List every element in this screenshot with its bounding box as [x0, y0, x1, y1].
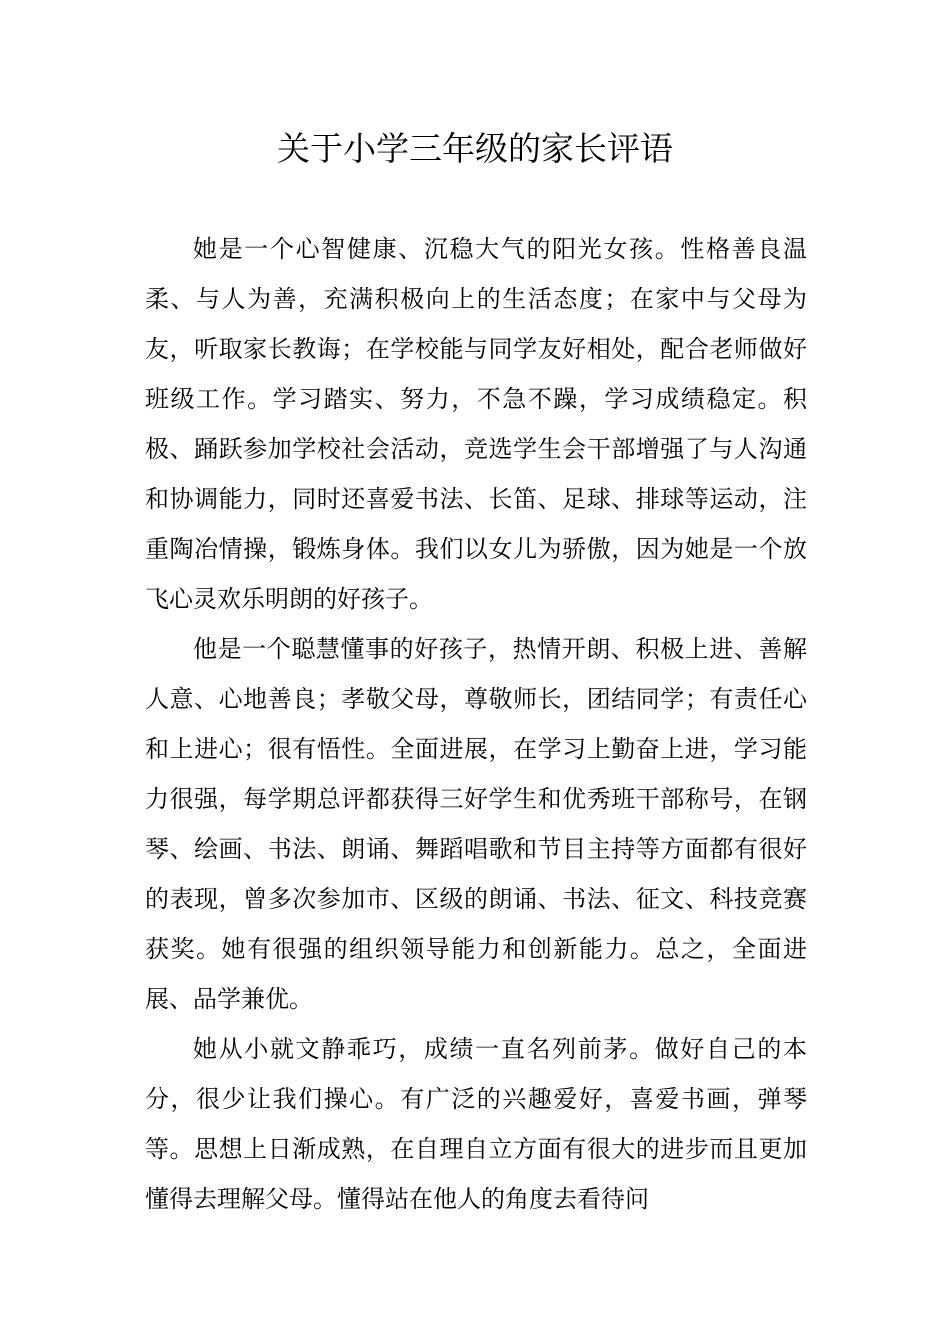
document-title: 关于小学三年级的家长评语 [277, 129, 673, 168]
paragraph-1: 她是一个心智健康、沉稳大气的阳光女孩。性格善良温柔、与人为善，充满积极向上的生活态度；在家中与父母为友，听取家长教诲；在学校能与同学友好相处，配合老师做好班级工作。学习踏实、努力，不急不躁，学习成绩稳定。积极、踊跃参加学校社会活动，竞选学生会干部增强了与人沟通和协调能力，同时还喜爱书法、长笛、足球、排球等运动，注重陶冶情操，锻炼身体。我们以女儿为骄傲，因为她是一个放飞心灵欢乐明朗的好孩子。 [145, 235, 807, 613]
document-body [145, 224, 807, 1224]
paragraph-3: 她从小就文静乖巧，成绩一直名列前茅。做好自己的本分，很少让我们操心。有广泛的兴趣爱好，喜爱书画，弹琴等。思想上日渐成熟，在自理自立方面有很大的进步而且更加懂得去理解父母。懂得站在他人的角度去看待问 [145, 1035, 807, 1213]
paragraph-2: 他是一个聪慧懂事的好孩子，热情开朗、积极上进、善解人意、心地善良；孝敬父母，尊敬师长，团结同学；有责任心和上进心；很有悟性。全面进展，在学习上勤奋上进，学习能力很强，每学期总评都获得三好学生和优秀班干部称号，在钢琴、绘画、书法、朗诵、舞蹈唱歌和节目主持等方面都有很好的表现，曾多次参加市、区级的朗诵、书法、征文、科技竞赛获奖。她有很强的组织领导能力和创新能力。总之，全面进展、品学兼优。 [145, 635, 807, 1013]
